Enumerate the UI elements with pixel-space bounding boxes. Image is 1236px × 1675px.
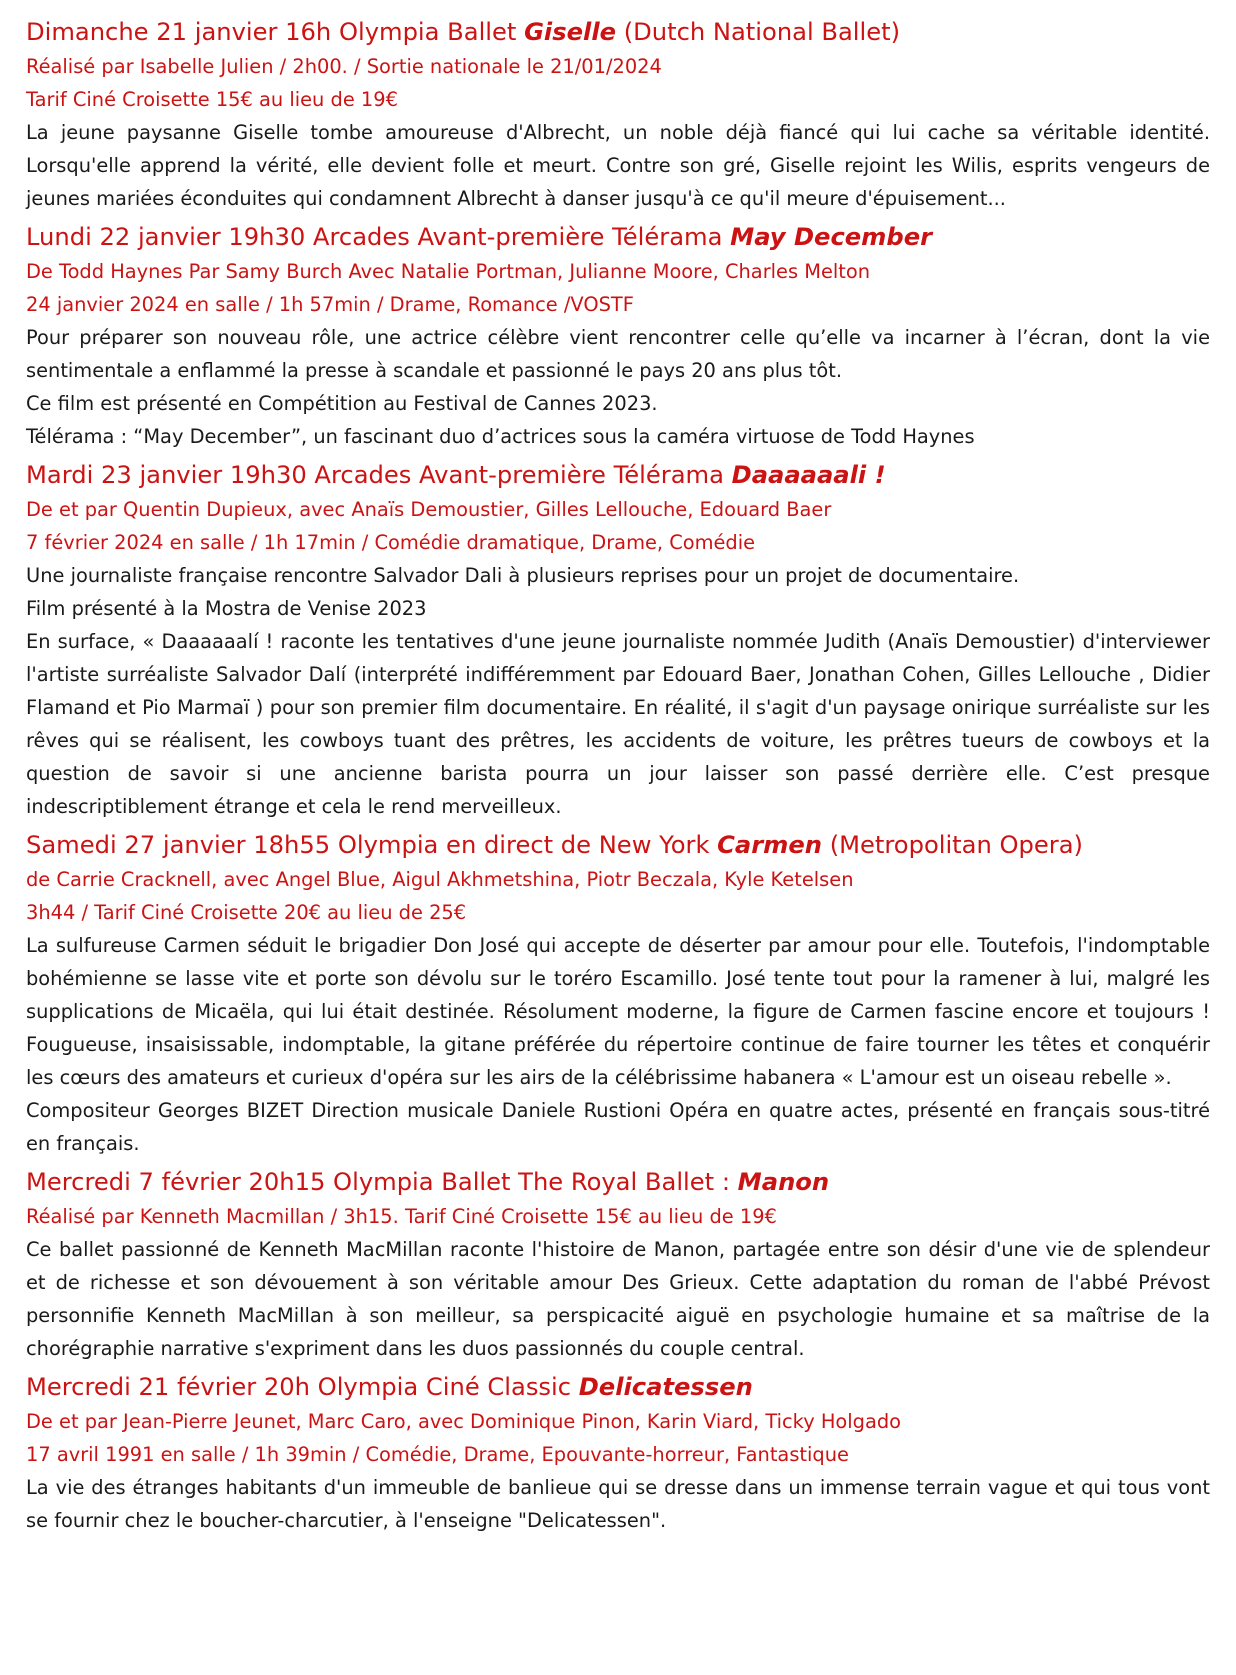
event-release-info: 7 février 2024 en salle / 1h 17min / Comédie dramatique, Drame, Comédie [26, 531, 756, 554]
description-paragraph: En surface, « Daaaaaalí ! raconte les tentatives d'une jeune journaliste nommée Judith (Anaïs Demoustier) d'interviewer l'artiste surréaliste Salvador Dalí (interprété indifféremment par Edouard Baer, Jonathan Cohen, Gilles Lellouche , Didier Flamand et Pio Marmaï ) pour son premier film documentaire. En réalité, il s'agit d'un paysage onirique surréaliste sur les rêves qui se réalisent, les cowboys tuant des prêtres, les accidents de voiture, les prêtres tueurs de cowboys et la question de savoir si une ancienne barista pourra un jour laisser son passé derrière elle. C’est presque indescriptiblement étrange et cela le rend merveilleux. [26, 630, 1210, 818]
event-heading-text: Dimanche 21 janvier 16h Olympia Ballet [26, 18, 525, 46]
event-description [26, 321, 1210, 453]
event-release-info: 24 janvier 2024 en salle / 1h 57min / Drame, Romance /VOSTF [26, 293, 634, 316]
event-credits: de Carrie Cracknell, avec Angel Blue, Aigul Akhmetshina, Piotr Beczala, Kyle Ketelsen [26, 868, 854, 891]
event-description [26, 1471, 1210, 1537]
description-paragraph: Ce ballet passionné de Kenneth MacMillan raconte l'histoire de Manon, partagée entre son désir d'une vie de splendeur et de richesse et son dévouement à son véritable amour Des Grieux. Cette adaptation du roman de l'abbé Prévost personnifie Kenneth MacMillan à son meilleur, sa perspicacité aiguë en psychologie humaine et sa maîtrise de la chorégraphie narrative s'expriment dans les duos passionnés du couple central. [26, 1238, 1210, 1360]
event-heading-text: Mercredi 21 février 20h Olympia Ciné Classic [26, 1373, 579, 1401]
event-carmen [26, 827, 1210, 1160]
description-paragraph: Ce film est présenté en Compétition au Festival de Cannes 2023. [26, 392, 658, 415]
event-heading-suffix: (Metropolitan Opera) [822, 831, 1083, 859]
event-heading-text: Lundi 22 janvier 19h30 Arcades Avant-première Télérama [26, 223, 731, 251]
event-title: Giselle [524, 18, 617, 46]
event-heading [26, 1164, 1210, 1200]
event-credits: De et par Quentin Dupieux, avec Anaïs Demoustier, Gilles Lellouche, Edouard Baer [26, 498, 832, 521]
description-paragraph: La sulfureuse Carmen séduit le brigadier Don José qui accepte de déserter par amour pour elle. Toutefois, l'indomptable bohémienne se lasse vite et porte son dévolu sur le toréro Escamillo. José tente tout pour la ramener à lui, malgré les supplications de Micaëla, qui lui était destinée. Résolument moderne, la figure de Carmen fascine encore et toujours ! Fougueuse, insaisissable, indomptable, la gitane préférée du répertoire continue de faire tourner les têtes et conquérir les cœurs des amateurs et curieux d'opéra sur les airs de la célébrissime habanera « L'amour est un oiseau rebelle ». [26, 934, 1210, 1089]
description-paragraph: La jeune paysanne Giselle tombe amoureuse d'Albrecht, un noble déjà fiancé qui lui cache sa véritable identité. Lorsqu'elle apprend la vérité, elle devient folle et meurt. Contre son gré, Giselle rejoint les Wilis, esprits vengeurs de jeunes mariées éconduites qui condamnent Albrecht à danser jusqu'à ce qu'il meure d'épuisement... [26, 121, 1210, 210]
event-title: Manon [737, 1168, 830, 1196]
event-title: Daaaaaali ! [731, 461, 886, 489]
event-title: Delicatessen [578, 1373, 753, 1401]
event-manon [26, 1164, 1210, 1365]
event-heading-text: Mercredi 7 février 20h15 Olympia Ballet The Royal Ballet : [26, 1168, 738, 1196]
event-heading [26, 457, 1210, 493]
event-heading [26, 1369, 1210, 1405]
event-heading-text: Mardi 23 janvier 19h30 Arcades Avant-première Télérama [26, 461, 732, 489]
event-description [26, 929, 1210, 1160]
event-credits: De et par Jean-Pierre Jeunet, Marc Caro, avec Dominique Pinon, Karin Viard, Ticky Holgado [26, 1410, 902, 1433]
event-description [26, 116, 1210, 215]
event-description [26, 559, 1210, 823]
event-heading-suffix: (Dutch National Ballet) [616, 18, 901, 46]
event-heading [26, 14, 1210, 50]
event-credits: Réalisé par Isabelle Julien / 2h00. / Sortie nationale le 21/01/2024 [26, 55, 662, 78]
event-delicatessen [26, 1369, 1210, 1537]
event-giselle [26, 14, 1210, 215]
event-heading-text: Samedi 27 janvier 18h55 Olympia en direct de New York [26, 831, 718, 859]
description-paragraph: Pour préparer son nouveau rôle, une actrice célèbre vient rencontrer celle qu’elle va incarner à l’écran, dont la vie sentimentale a enflammé la presse à scandale et passionné le pays 20 ans plus tôt. [26, 326, 1210, 382]
event-description [26, 1233, 1210, 1365]
description-paragraph: La vie des étranges habitants d'un immeuble de banlieue qui se dresse dans un immense terrain vague et qui tous vont se fournir chez le boucher-charcutier, à l'enseigne "Delicatessen". [26, 1476, 1210, 1532]
description-paragraph: Une journaliste française rencontre Salvador Dali à plusieurs reprises pour un projet de documentaire. [26, 564, 1020, 587]
event-heading [26, 219, 1210, 255]
description-paragraph: Compositeur Georges BIZET Direction musicale Daniele Rustioni Opéra en quatre actes, présenté en français sous-titré en français. [26, 1099, 1210, 1155]
event-may-december [26, 219, 1210, 453]
event-heading [26, 827, 1210, 863]
event-title: Carmen [717, 831, 823, 859]
description-paragraph: Télérama : “May December”, un fascinant duo d’actrices sous la caméra virtuose de Todd Haynes [26, 425, 975, 448]
event-release-info: 17 avril 1991 en salle / 1h 39min / Comédie, Drame, Epouvante-horreur, Fantastique [26, 1443, 849, 1466]
event-daaaaaali [26, 457, 1210, 823]
event-credits: Réalisé par Kenneth Macmillan / 3h15. Tarif Ciné Croisette 15€ au lieu de 19€ [26, 1205, 777, 1228]
description-paragraph: Film présenté à la Mostra de Venise 2023 [26, 597, 427, 620]
event-credits: De Todd Haynes Par Samy Burch Avec Natalie Portman, Julianne Moore, Charles Melton [26, 260, 871, 283]
event-pricing: 3h44 / Tarif Ciné Croisette 20€ au lieu de 25€ [26, 901, 467, 924]
event-pricing: Tarif Ciné Croisette 15€ au lieu de 19€ [26, 88, 398, 111]
event-title: May December [730, 223, 933, 251]
